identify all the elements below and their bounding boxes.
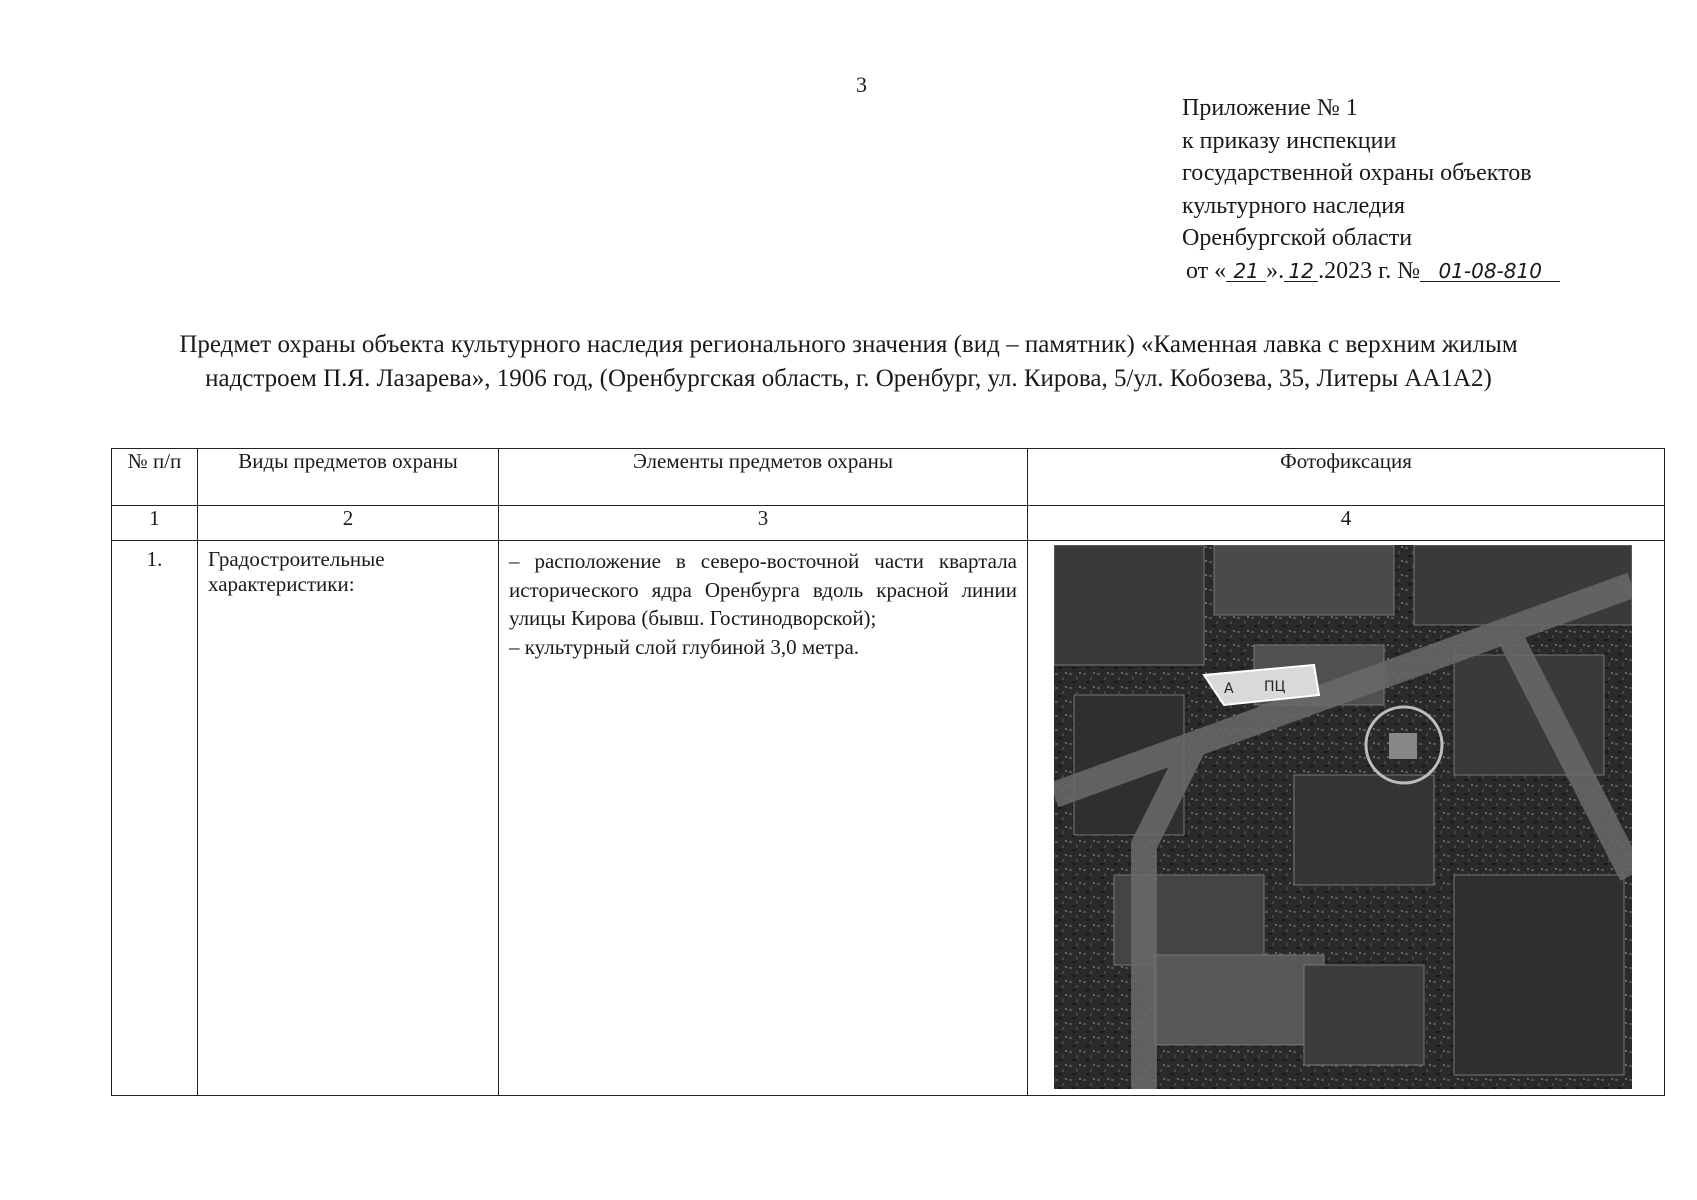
header-elements: Элементы предметов охраны (499, 449, 1028, 506)
date-month-handwritten: 12 (1284, 261, 1318, 282)
col-number: 1 (112, 506, 198, 541)
col-number: 3 (499, 506, 1028, 541)
table-row (112, 541, 1665, 1096)
photo-label-pc: ПЦ (1264, 679, 1286, 695)
row-number: 1. (112, 541, 198, 1096)
aerial-photo (1054, 545, 1632, 1089)
col-number: 2 (198, 506, 499, 541)
appendix-date-line (1186, 255, 1560, 288)
order-number-handwritten: 01-08-810 (1420, 261, 1560, 282)
protection-table (111, 448, 1665, 1096)
table-header-row (112, 449, 1665, 506)
date-prefix: от « (1186, 257, 1227, 284)
photo-label-a: А (1224, 681, 1234, 697)
header-photo: Фотофиксация (1028, 449, 1665, 506)
element-item: – расположение в северо-восточной части квартала исторического ядра Оренбурга вдоль красной линии улицы Кирова (бывш. Гостинодворской); (509, 549, 1017, 630)
circled-building (1389, 733, 1417, 759)
header-no: № п/п (112, 449, 198, 506)
header-kind: Виды предметов охраны (198, 449, 499, 506)
title-line-1: Предмет охраны объекта культурного наследия регионального значения (вид – памятник) «Каменная лавка с верхним жилым (179, 331, 1518, 358)
element-item: – культурный слой глубиной 3,0 метра. (509, 634, 860, 659)
title-line-2: надстроем П.Я. Лазарева», 1906 год, (Оренбургская область, г. Оренбург, ул. Кирова, 5/ул. Кобозева, 35, Литеры АА1А2) (205, 365, 1492, 392)
appendix-line: культурного наследия (1182, 192, 1406, 219)
date-year: .2023 г. № (1318, 257, 1421, 284)
appendix-line: к приказу инспекции (1182, 127, 1397, 154)
appendix-line: Оренбургской области (1182, 225, 1413, 251)
date-day-handwritten: 21 (1226, 261, 1266, 282)
appendix-header (1182, 92, 1560, 287)
col-number: 4 (1028, 506, 1665, 541)
date-separator: ». (1266, 257, 1285, 284)
row-elements (499, 541, 1028, 1096)
appendix-line: Приложение № 1 (1182, 95, 1358, 121)
page-number: 3 (856, 72, 867, 97)
document-title (60, 328, 1637, 396)
row-kind: Градостроительные характеристики: (198, 541, 499, 1096)
appendix-line: государственной охраны объектов (1182, 160, 1532, 186)
row-photo (1028, 541, 1665, 1096)
column-number-row (112, 506, 1665, 541)
